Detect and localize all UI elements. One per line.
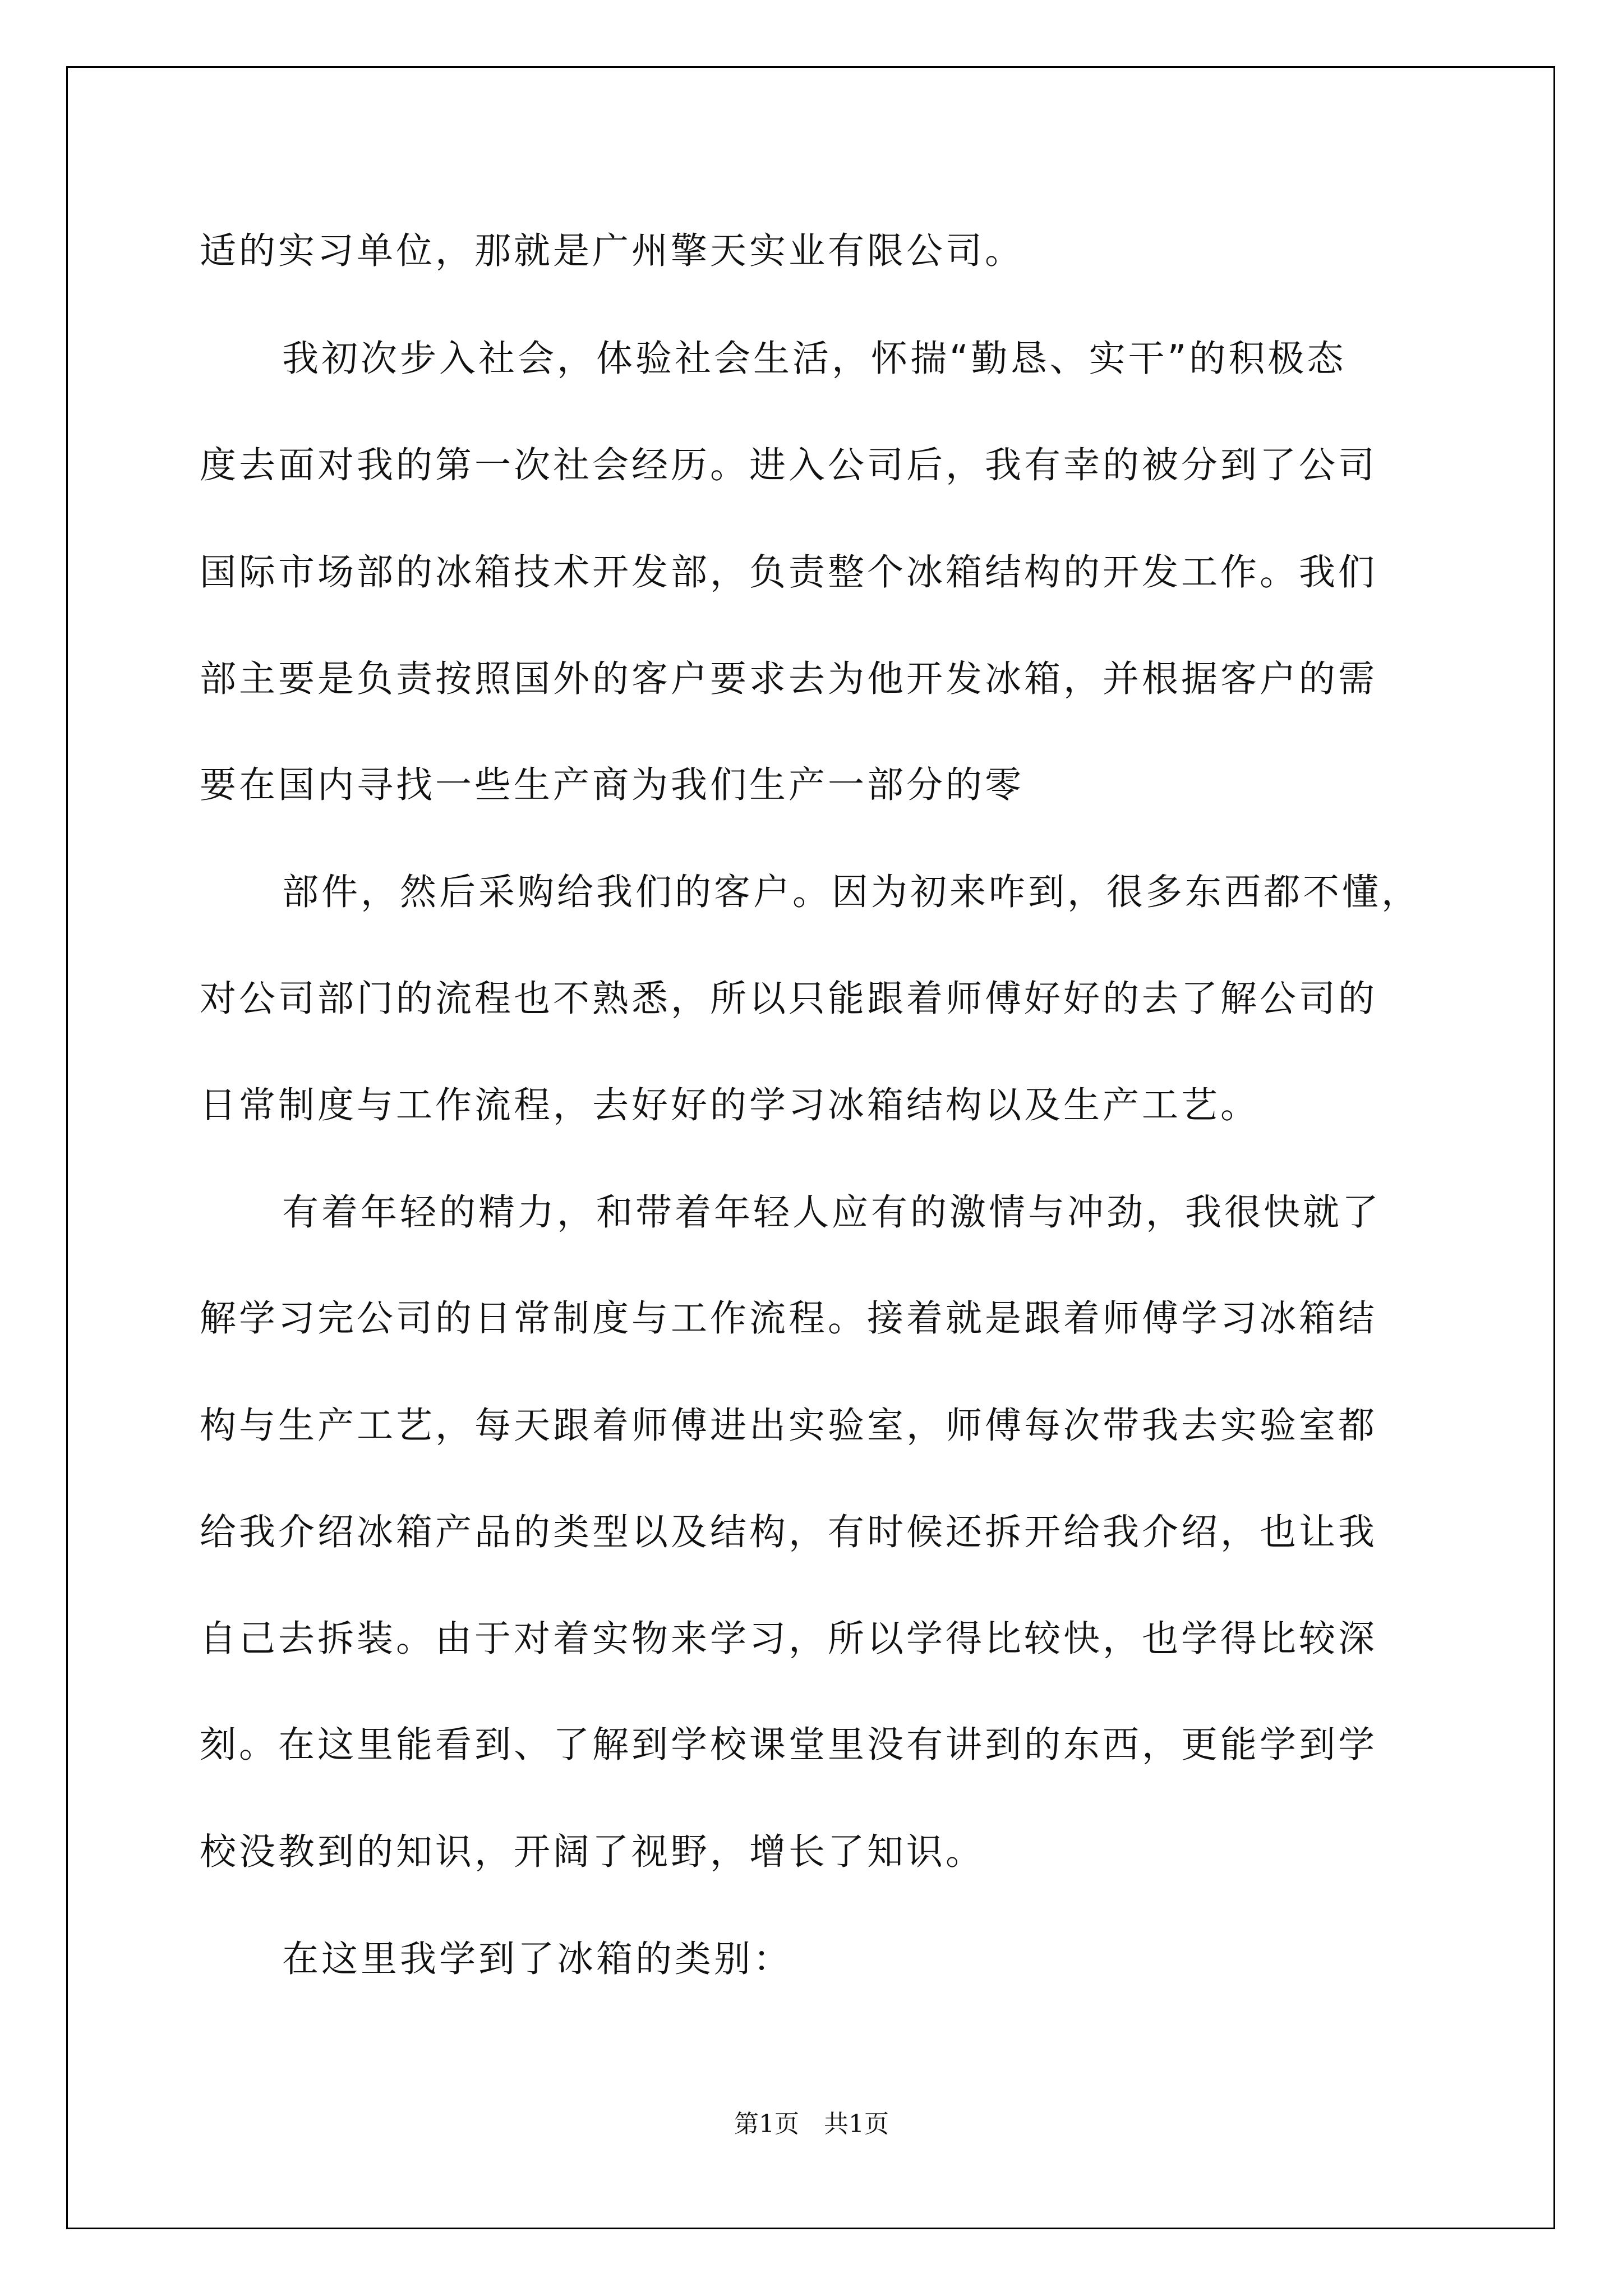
text-line: 度去面对我的第一次社会经历。进入公司后，我有幸的被分到了公司: [200, 444, 1378, 486]
text-line: 部主要是负责按照国外的客户要求去为他开发冰箱，并根据客户的需: [200, 658, 1378, 700]
text-line: 自己去拆装。由于对着实物来学习，所以学得比较快，也学得比较深: [200, 1618, 1378, 1660]
page-border: [66, 66, 1555, 2229]
text-line: 解学习完公司的日常制度与工作流程。接着就是跟着师傅学习冰箱结: [200, 1297, 1378, 1340]
text-line: 日常制度与工作流程，去好好的学习冰箱结构以及生产工艺。: [200, 1084, 1260, 1126]
page-number-footer: 第1页 共1页: [734, 2110, 889, 2138]
text-line: 刻。在这里能看到、了解到学校课堂里没有讲到的东西，更能学到学: [200, 1724, 1378, 1766]
text-line: 构与生产工艺，每天跟着师傅进出实验室，师傅每次带我去实验室都: [200, 1405, 1378, 1447]
text-line: 对公司部门的流程也不熟悉，所以只能跟着师傅好好的去了解公司的: [200, 978, 1378, 1020]
text-line: 国际市场部的冰箱技术开发部，负责整个冰箱结构的开发工作。我们: [200, 551, 1378, 593]
paragraph-first-line: 在这里我学到了冰箱的类别：: [282, 1938, 793, 1980]
text-line: 适的实习单位，那就是广州擎天实业有限公司。: [200, 230, 1025, 272]
text-line: 给我介绍冰箱产品的类型以及结构，有时候还拆开给我介绍，也让我: [200, 1511, 1378, 1553]
text-line: 校没教到的知识，开阔了视野，增长了知识。: [200, 1831, 985, 1873]
text-line: 要在国内寻找一些生产商为我们生产一部分的零: [200, 764, 1025, 806]
paragraph-first-line: 部件，然后采购给我们的客户。因为初来咋到，很多东西都不懂，: [282, 871, 1421, 913]
paragraph-first-line: 我初次步入社会，体验社会生活，怀揣“勤恳、实干”的积极态: [282, 338, 1347, 380]
paragraph-first-line: 有着年轻的精力，和带着年轻人应有的激情与冲劲，我很快就了: [282, 1191, 1382, 1234]
